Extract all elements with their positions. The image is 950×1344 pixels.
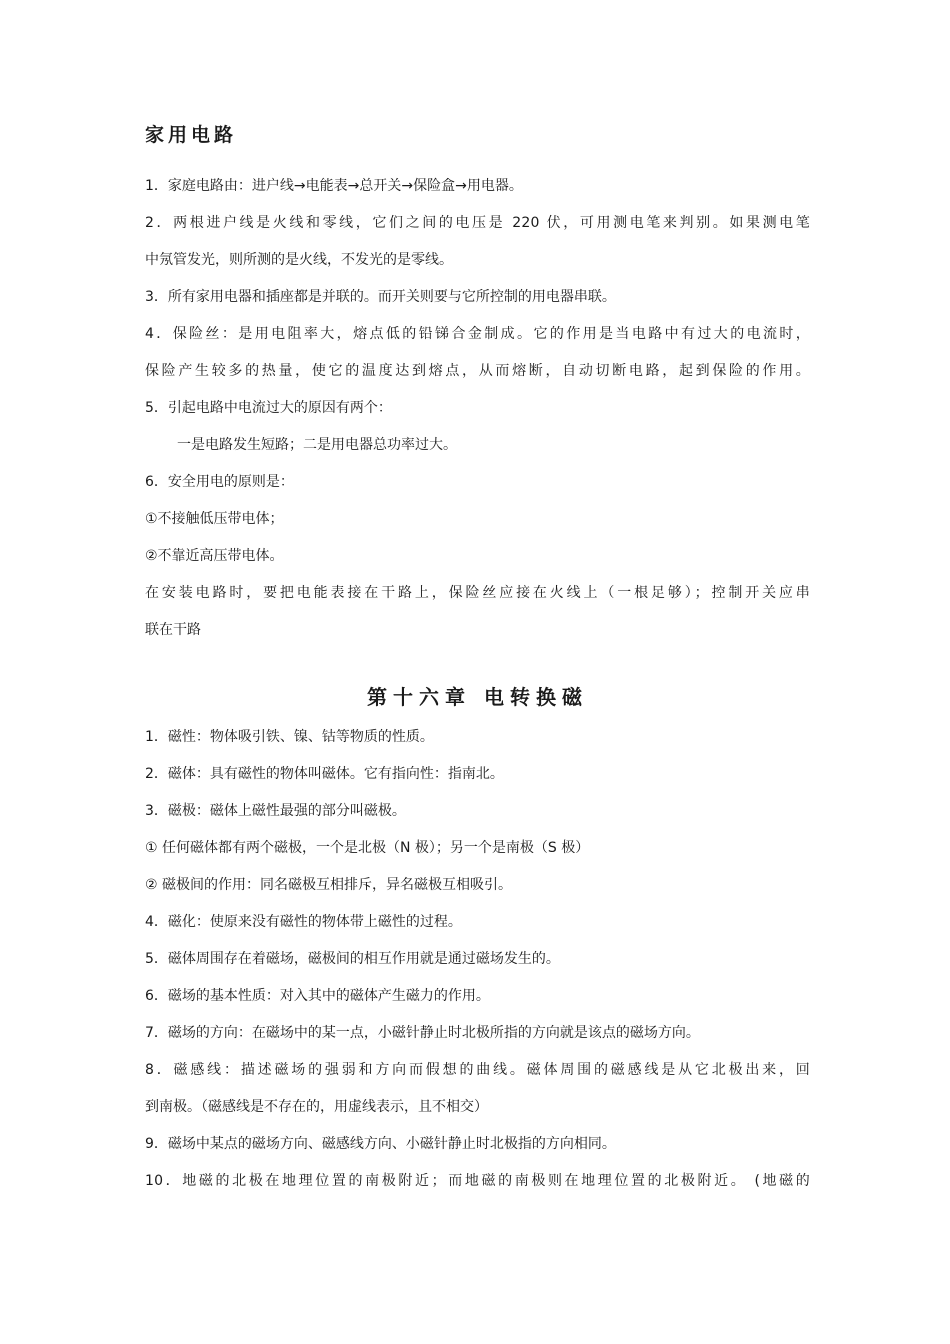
list-item: 6．磁场的基本性质：对入其中的磁体产生磁力的作用。 [145, 988, 490, 1004]
list-item: ① 任何磁体都有两个磁极，一个是北极（N 极）；另一个是南极（S 极） [145, 840, 590, 856]
list-item: 1．磁性：物体吸引铁、镍、钴等物质的性质。 [145, 729, 434, 745]
list-item: 6．安全用电的原则是： [145, 474, 294, 490]
list-item: 到南极。（磁感线是不存在的，用虚线表示，且不相交） [145, 1099, 488, 1115]
list-item: 保险产生较多的热量，使它的温度达到熔点，从而熔断，自动切断电路，起到保险的作用。 [145, 363, 810, 379]
list-item: 2．磁体：具有磁性的物体叫磁体。它有指向性：指南北。 [145, 766, 504, 782]
section-title-household-circuit: 家用电路 [145, 124, 238, 146]
list-item: 7．磁场的方向：在磁场中的某一点，小磁针静止时北极所指的方向就是该点的磁场方向。 [145, 1025, 700, 1041]
list-item: 3．磁极：磁体上磁性最强的部分叫磁极。 [145, 803, 406, 819]
list-item: ②不靠近高压带电体。 [145, 548, 284, 564]
list-item: 4．磁化：使原来没有磁性的物体带上磁性的过程。 [145, 914, 462, 930]
list-item: 中氖管发光，则所测的是火线，不发光的是零线。 [145, 252, 453, 268]
list-item: ①不接触低压带电体； [145, 511, 284, 527]
list-item: 5．磁体周围存在着磁场，磁极间的相互作用就是通过磁场发生的。 [145, 951, 560, 967]
list-item: 4．保险丝：是用电阻率大，熔点低的铅锑合金制成。它的作用是当电路中有过大的电流时， [145, 326, 810, 342]
list-item: 联在干路 [145, 622, 201, 638]
list-item: 8．磁感线：描述磁场的强弱和方向而假想的曲线。磁体周围的磁感线是从它北极出来，回 [145, 1062, 810, 1078]
list-item: 9．磁场中某点的磁场方向、磁感线方向、小磁针静止时北极指的方向相同。 [145, 1136, 616, 1152]
document-page [145, 118, 810, 1200]
list-item: 1．家庭电路由：进户线→电能表→总开关→保险盒→用电器。 [145, 178, 523, 194]
list-item: 2．两根进户线是火线和零线，它们之间的电压是 220 伏，可用测电笔来判别。如果测电笔 [145, 215, 810, 231]
list-item: 5．引起电路中电流过大的原因有两个： [145, 400, 392, 416]
list-item: 一是电路发生短路；二是用电器总功率过大。 [177, 437, 457, 453]
list-item: 10．地磁的北极在地理位置的南极附近；而地磁的南极则在地理位置的北极附近。 (地磁的 [145, 1173, 810, 1189]
list-item: 在安装电路时，要把电能表接在干路上，保险丝应接在火线上（一根足够）；控制开关应串 [145, 585, 810, 601]
chapter-title: 第十六章 电转换磁 [367, 685, 588, 709]
list-item: 3．所有家用电器和插座都是并联的。而开关则要与它所控制的用电器串联。 [145, 289, 616, 305]
list-item: ② 磁极间的作用：同名磁极互相排斥，异名磁极互相吸引。 [145, 877, 512, 893]
